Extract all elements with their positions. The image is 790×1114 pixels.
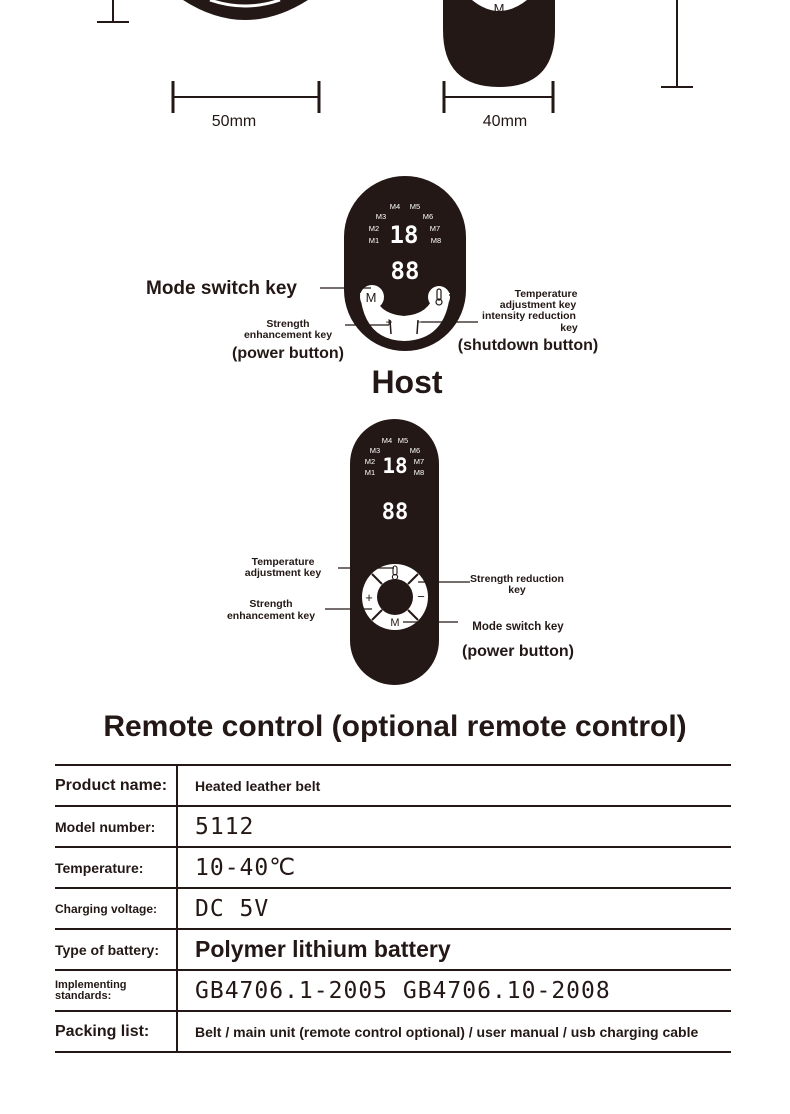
remote-mode-m5: M5 <box>397 436 409 445</box>
remote-mode-m2: M2 <box>364 457 376 466</box>
host-mode-m1: M1 <box>368 236 380 245</box>
table-row <box>55 888 731 929</box>
round-device-fragment <box>183 0 308 20</box>
remote-label-mode-switch: Mode switch key <box>472 621 564 633</box>
host-label-mode-switch: Mode switch key <box>146 278 297 299</box>
spec-value: Polymer lithium battery <box>177 929 731 970</box>
host-mode-m5: M5 <box>409 202 421 211</box>
spec-value: DC 5V <box>177 888 731 929</box>
remote-mode-m6: M6 <box>409 446 421 455</box>
host-mode-m7: M7 <box>429 224 441 233</box>
remote-title: Remote control (optional remote control) <box>103 710 687 743</box>
remote-mode-m1: M1 <box>364 468 376 477</box>
spec-key: Packing list: <box>55 1011 177 1052</box>
host-minus-button[interactable]: − <box>417 315 425 329</box>
table-row <box>55 847 731 888</box>
table-row <box>55 929 731 970</box>
remote-minus-button[interactable]: − <box>417 589 425 604</box>
host-mode-m2: M2 <box>368 224 380 233</box>
spec-table <box>55 764 731 1053</box>
remote-label-power: (power button) <box>462 643 574 660</box>
fragment-m-label: M <box>493 1 505 16</box>
spec-value: 5112 <box>177 806 731 847</box>
remote-plus-button[interactable]: + <box>365 590 373 605</box>
remote-label-strength-down-2: key <box>508 584 526 596</box>
remote-label-temp-2: adjustment key <box>244 567 322 579</box>
depth-dimension <box>444 81 553 130</box>
spec-key: Model number: <box>55 806 177 847</box>
host-label-temp-2: adjustment key <box>499 299 577 311</box>
depth-label: 40mm <box>482 113 528 130</box>
remote-label-strength-up-1: Strength <box>249 598 293 610</box>
remote-display-bottom: 88 <box>381 500 409 525</box>
host-label-power: (power button) <box>232 345 344 362</box>
spec-key: Implementing standards: <box>55 970 177 1011</box>
width-label: 50mm <box>211 113 257 130</box>
width-dimension <box>173 81 319 130</box>
remote-label-strength-down-1: Strength reduction <box>470 573 564 585</box>
remote-display-top: 18 <box>382 454 408 478</box>
host-title: Host <box>371 364 443 400</box>
spec-key: Product name: <box>55 765 177 806</box>
spec-value: Heated leather belt <box>177 765 731 806</box>
remote-dpad-center <box>377 579 413 615</box>
host-label-temp-3: intensity reduction <box>482 310 576 322</box>
remote-m-button[interactable]: M <box>390 617 400 629</box>
spec-value: 10-40℃ <box>177 847 731 888</box>
remote-mode-m3: M3 <box>369 446 381 455</box>
host-m-button-label: M <box>365 290 377 305</box>
host-mode-m6: M6 <box>422 212 434 221</box>
remote-mode-m4: M4 <box>381 436 393 445</box>
remote-label-temp-1: Temperature <box>251 556 315 568</box>
remote-mode-m7: M7 <box>413 457 425 466</box>
host-label-shutdown: (shutdown button) <box>457 337 599 354</box>
host-plus-button[interactable]: + <box>385 315 393 329</box>
remote-device <box>350 419 439 685</box>
host-display-bottom: 88 <box>390 257 420 285</box>
table-row <box>55 806 731 847</box>
dimension-fragment <box>97 0 693 130</box>
spec-value: GB4706.1-2005 GB4706.10-2008 <box>177 970 731 1011</box>
host-mode-m8: M8 <box>430 236 442 245</box>
table-row <box>55 1011 731 1052</box>
host-label-strength-2: enhancement key <box>243 329 333 341</box>
table-row <box>55 970 731 1011</box>
host-label-strength-1: Strength <box>266 318 310 330</box>
host-display-top: 18 <box>389 221 419 249</box>
remote-label-strength-up-2: enhancement key <box>226 610 316 622</box>
host-label-temp-4: key <box>560 322 578 334</box>
spec-value: Belt / main unit (remote control optional) / user manual / usb charging cable <box>177 1011 731 1052</box>
remote-mode-m8: M8 <box>413 468 425 477</box>
host-mode-m3: M3 <box>375 212 387 221</box>
spec-key: Charging voltage: <box>55 888 177 929</box>
host-label-temp-1: Temperature <box>514 288 578 300</box>
table-row <box>55 765 731 806</box>
host-mode-m4: M4 <box>389 202 401 211</box>
spec-key: Type of battery: <box>55 929 177 970</box>
spec-key: Temperature: <box>55 847 177 888</box>
